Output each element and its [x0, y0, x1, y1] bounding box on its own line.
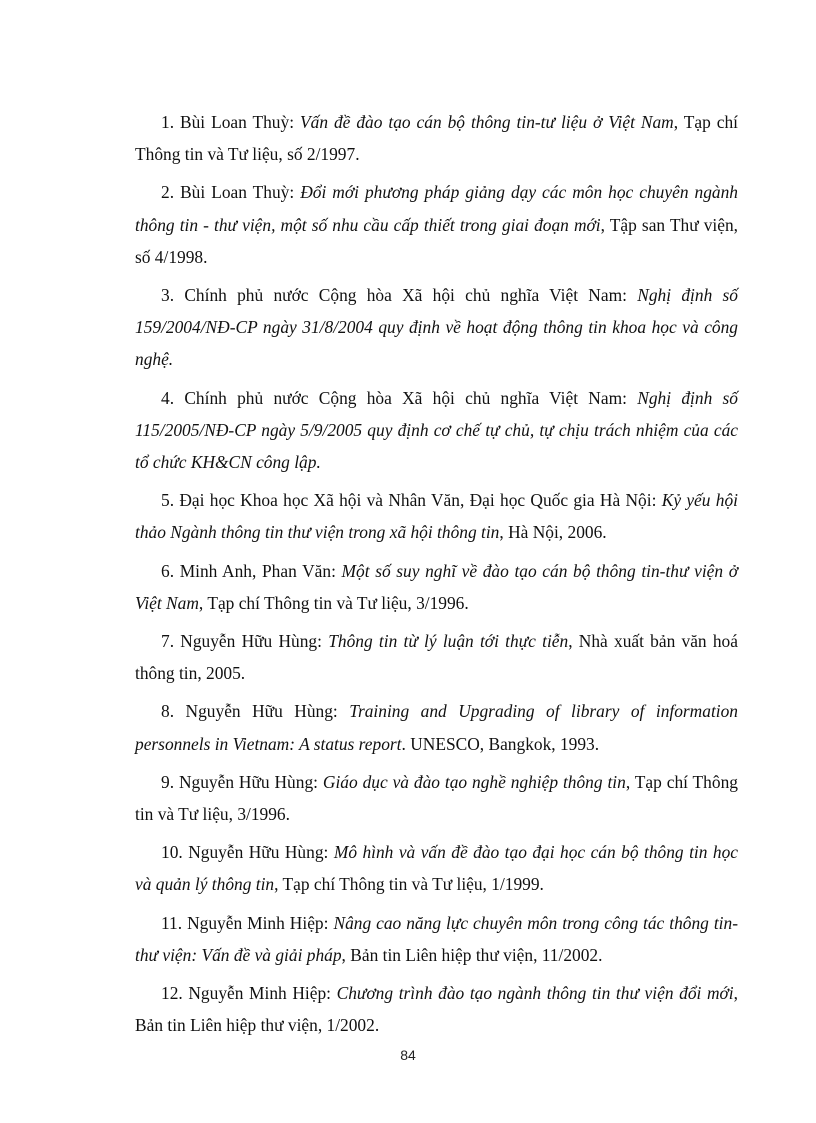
reference-publication: Tạp chí Thông tin và Tư liệu, 3/1996.	[207, 592, 469, 613]
reference-number: 10.	[161, 842, 183, 863]
reference-separator: ,	[673, 112, 679, 132]
reference-authors: Minh Anh, Phan Văn	[179, 560, 332, 581]
reference-number: 1.	[161, 112, 175, 132]
reference-item: 1. Bùi Loan Thuỳ: Vấn đề đào tạo cán bộ thông tin-tư liệu ở Việt Nam, Tạp chí Thông tin và Tư liệu, số 2/1997.	[135, 112, 738, 165]
reference-number: 11.	[161, 912, 183, 933]
reference-authors: Nguyễn Hữu Hùng	[180, 631, 318, 652]
reference-title: Kỷ yếu hội thảo Ngành thông tin thư viện trong xã hội thông tin	[135, 490, 738, 543]
reference-number: 3.	[161, 285, 175, 306]
reference-title: Đổi mới phương pháp giảng dạy các môn học chuyên ngành thông tin - thư viện, một số nhu cầu cấp thiết trong giai đoạn mới	[135, 182, 738, 235]
reference-number: 5.	[161, 490, 175, 511]
reference-item: 4. Chính phủ nước Cộng hòa Xã hội chủ nghĩa Việt Nam: Nghị định số 115/2005/NĐ-CP ngày 5/9/2005 quy định cơ chế tự chủ, tự chịu trách nhiệm của các tổ chức KH&CN công lập.	[135, 387, 738, 473]
reference-publication: Tạp chí Thông tin và Tư liệu, 3/1996.	[135, 771, 738, 825]
reference-item: 10. Nguyễn Hữu Hùng: Mô hình và vấn đề đào tạo đại học cán bộ thông tin học và quản lý thông tin, Tạp chí Thông tin và Tư liệu, 1/1999.	[135, 842, 738, 895]
reference-separator: ,	[568, 631, 573, 652]
reference-authors: Nguyễn Minh Hiệp	[187, 912, 324, 933]
reference-title: Thông tin từ lý luận tới thực tiễn	[328, 631, 569, 652]
reference-title: Vấn đề đào tạo cán bộ thông tin-tư liệu ở Việt Nam	[300, 112, 674, 132]
reference-separator: ,	[274, 874, 279, 895]
reference-separator: .	[401, 733, 406, 754]
reference-separator: ,	[499, 522, 504, 543]
reference-publication: Hà Nội, 2006.	[508, 522, 607, 543]
reference-title: Nâng cao năng lực chuyên môn trong công tác thông tin-thư viện: Vấn đề và giải pháp	[135, 912, 738, 965]
reference-item: 6. Minh Anh, Phan Văn: Một số suy nghĩ về đào tạo cán bộ thông tin-thư viện ở Việt Nam, Tạp chí Thông tin và Tư liệu, 3/1996.	[135, 560, 738, 613]
reference-authors: Nguyễn Hữu Hùng	[188, 842, 324, 863]
reference-title: Giáo dục và đào tạo nghề nghiệp thông tin	[322, 771, 626, 792]
reference-number: 2.	[161, 182, 175, 203]
reference-item: 8. Nguyễn Hữu Hùng: Training and Upgrading of library of information personnels in Vietnam: A status report. UNESCO, Bangkok, 1993.	[135, 701, 738, 754]
reference-title: Mô hình và vấn đề đào tạo đại học cán bộ thông tin học và quản lý thông tin	[135, 842, 738, 895]
reference-item: 7. Nguyễn Hữu Hùng: Thông tin từ lý luận tới thực tiễn, Nhà xuất bản văn hoá thông tin, 2005.	[135, 631, 738, 684]
reference-number: 8.	[161, 701, 175, 722]
reference-separator: ,	[733, 983, 738, 1004]
reference-publication: Tạp chí Thông tin và Tư liệu, 1/1999.	[282, 874, 544, 895]
reference-number: 12.	[161, 983, 183, 1004]
reference-authors: Chính phủ nước Cộng hòa Xã hội chủ nghĩa Việt Nam	[184, 285, 623, 306]
reference-separator: ,	[198, 592, 204, 613]
reference-item: 5. Đại học Khoa học Xã hội và Nhân Văn, Đại học Quốc gia Hà Nội: Kỷ yếu hội thảo Ngành thông tin thư viện trong xã hội thông tin, Hà Nội, 2006.	[135, 490, 738, 543]
reference-publication: Nhà xuất bản văn hoá thông tin, 2005.	[135, 631, 738, 684]
reference-title: Một số suy nghĩ về đào tạo cán bộ thông tin-thư viện ở Việt Nam	[135, 560, 738, 613]
reference-number: 6.	[161, 560, 175, 581]
reference-authors: Bùi Loan Thuỳ	[180, 182, 290, 203]
reference-separator: ,	[625, 771, 631, 792]
reference-number: 4.	[161, 387, 175, 408]
reference-separator: ,	[341, 944, 346, 965]
reference-number: 7.	[161, 631, 175, 652]
reference-publication: UNESCO, Bangkok, 1993.	[410, 733, 600, 754]
reference-title: Nghị định số 159/2004/NĐ-CP ngày 31/8/2004 quy định về hoạt động thông tin khoa học và công nghệ.	[135, 285, 738, 370]
reference-title: Training and Upgrading of library of information personnels in Vietnam: A status report	[135, 701, 738, 754]
reference-item: 2. Bùi Loan Thuỳ: Đổi mới phương pháp giảng dạy các môn học chuyên ngành thông tin - thư viện, một số nhu cầu cấp thiết trong giai đoạn mới, Tập san Thư viện, số 4/1998.	[135, 182, 739, 267]
reference-publication: Tạp chí Thông tin và Tư liệu, số 2/1997.	[135, 112, 738, 165]
reference-authors: Nguyễn Hữu Hùng	[178, 771, 314, 792]
reference-authors: Chính phủ nước Cộng hòa Xã hội chủ nghĩa Việt Nam	[184, 387, 623, 408]
reference-authors: Nguyễn Hữu Hùng	[185, 701, 333, 722]
reference-title: Nghị định số 115/2005/NĐ-CP ngày 5/9/2005 quy định cơ chế tự chủ, tự chịu trách nhiệm của các tổ chức KH&CN công lập.	[135, 387, 738, 473]
reference-list	[135, 106, 738, 1047]
reference-publication: Tập san Thư viện, số 4/1998.	[135, 214, 739, 267]
reference-authors: Bùi Loan Thuỳ	[180, 112, 290, 132]
reference-number: 9.	[161, 771, 175, 792]
reference-item: 11. Nguyễn Minh Hiệp: Nâng cao năng lực chuyên môn trong công tác thông tin-thư viện: Vấn đề và giải pháp, Bản tin Liên hiệp thư viện, 11/2002.	[135, 912, 738, 965]
reference-item: 3. Chính phủ nước Cộng hòa Xã hội chủ nghĩa Việt Nam: Nghị định số 159/2004/NĐ-CP ngày 31/8/2004 quy định về hoạt động thông tin khoa học và công nghệ.	[135, 285, 738, 370]
reference-publication: Bản tin Liên hiệp thư viện, 11/2002.	[350, 944, 603, 965]
page-number: 84	[400, 1047, 416, 1063]
reference-title: Chương trình đào tạo ngành thông tin thư viện đổi mới	[336, 983, 734, 1004]
reference-item: 12. Nguyễn Minh Hiệp: Chương trình đào tạo ngành thông tin thư viện đổi mới, Bản tin Liên hiệp thư viện, 1/2002.	[135, 983, 738, 1036]
reference-authors: Đại học Khoa học Xã hội và Nhân Văn, Đại học Quốc gia Hà Nội	[179, 490, 652, 511]
reference-publication: Bản tin Liên hiệp thư viện, 1/2002.	[135, 1015, 380, 1036]
reference-separator: ,	[600, 214, 606, 235]
reference-authors: Nguyễn Minh Hiệp	[188, 983, 327, 1004]
reference-item: 9. Nguyễn Hữu Hùng: Giáo dục và đào tạo nghề nghiệp thông tin, Tạp chí Thông tin và Tư liệu, 3/1996.	[135, 771, 738, 825]
